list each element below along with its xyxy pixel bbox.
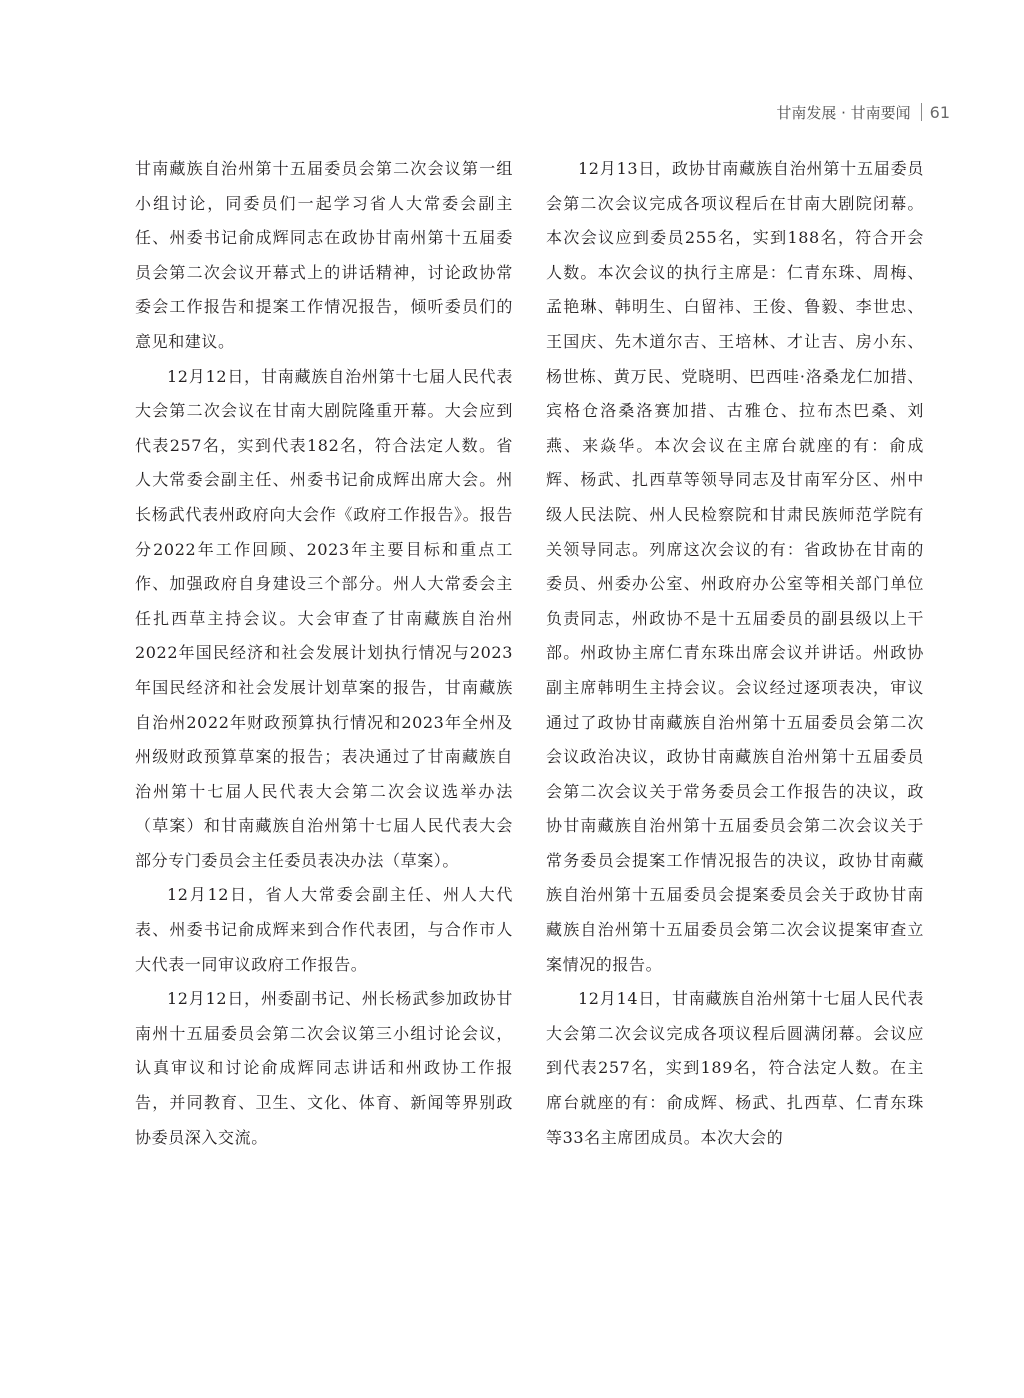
paragraph: 12月12日，州委副书记、州长杨武参加政协甘南州十五届委员会第二次会议第三小组讨论会议，认真审议和讨论俞成辉同志讲话和州政协工作报告，并同教育、卫生、文化、体育、新闻等界别政协委员深入交流。 xyxy=(135,989,513,1147)
page-header xyxy=(776,98,950,126)
paragraph: 12月14日，甘南藏族自治州第十七届人民代表大会第二次会议完成各项议程后圆满闭幕。会议应到代表257名，实到189名，符合法定人数。在主席台就座的有：俞成辉、杨武、扎西草、仁青东珠等33名主席团成员。本次大会的 xyxy=(546,989,924,1147)
paragraph: 12月12日，省人大常委会副主任、州人大代表、州委书记俞成辉来到合作代表团，与合作市人大代表一同审议政府工作报告。 xyxy=(135,885,513,974)
page-number: 61 xyxy=(929,102,950,122)
header-divider xyxy=(921,103,922,121)
paragraph: 甘南藏族自治州第十五届委员会第二次会议第一组小组讨论，同委员们一起学习省人大常委会副主任、州委书记俞成辉同志在政协甘南州第十五届委员会第二次会议开幕式上的讲话精神，讨论政协常委会工作报告和提案工作情况报告，倾听委员们的意见和建议。 xyxy=(135,159,513,351)
paragraph: 12月13日，政协甘南藏族自治州第十五届委员会第二次会议完成各项议程后在甘南大剧院闭幕。本次会议应到委员255名，实到188名，符合开会人数。本次会议的执行主席是：仁青东珠、周梅、孟艳琳、韩明生、白留祎、王俊、鲁毅、李世忠、王国庆、先木道尔吉、王培林、才让吉、房小东、杨世栋、黄万民、党晓明、巴西哇·洛桑龙仁加措、宾格仓洛桑洛赛加措、古雅仓、拉布杰巴桑、刘燕、来焱华。本次会议在主席台就座的有：俞成辉、杨武、扎西草等领导同志及甘南军分区、州中级人民法院、州人民检察院和甘肃民族师范学院有关领导同志。列席这次会议的有：省政协在甘南的委员、州委办公室、州政府办公室等相关部门单位负责同志，州政协不是十五届委员的副县级以上干部。州政协主席仁青东珠出席会议并讲话。州政协副主席韩明生主持会议。会议经过逐项表决，审议通过了政协甘南藏族自治州第十五届委员会第二次会议政治决议，政协甘南藏族自治州第十五届委员会第二次会议关于常务委员会工作报告的决议，政协甘南藏族自治州第十五届委员会第二次会议关于常务委员会提案工作情况报告的决议，政协甘南藏族自治州第十五届委员会提案委员会关于政协甘南藏族自治州第十五届委员会第二次会议提案审查立案情况的报告。 xyxy=(546,159,924,974)
paragraph: 12月12日，甘南藏族自治州第十七届人民代表大会第二次会议在甘南大剧院隆重开幕。大会应到代表257名，实到代表182名，符合法定人数。省人大常委会副主任、州委书记俞成辉出席大会。州长杨武代表州政府向大会作《政府工作报告》。报告分2022年工作回顾、2023年主要目标和重点工作、加强政府自身建设三个部分。州人大常委会主任扎西草主持会议。大会审查了甘南藏族自治州2022年国民经济和社会发展计划执行情况与2023年国民经济和社会发展计划草案的报告，甘南藏族自治州2022年财政预算执行情况和2023年全州及州级财政预算草案的报告；表决通过了甘南藏族自治州第十七届人民代表大会第二次会议选举办法（草案）和甘南藏族自治州第十七届人民代表大会部分专门委员会主任委员表决办法（草案）。 xyxy=(135,366,513,870)
section-title: 甘南发展 · 甘南要闻 xyxy=(776,103,911,122)
right-column xyxy=(546,152,924,1155)
left-column xyxy=(135,152,513,1155)
